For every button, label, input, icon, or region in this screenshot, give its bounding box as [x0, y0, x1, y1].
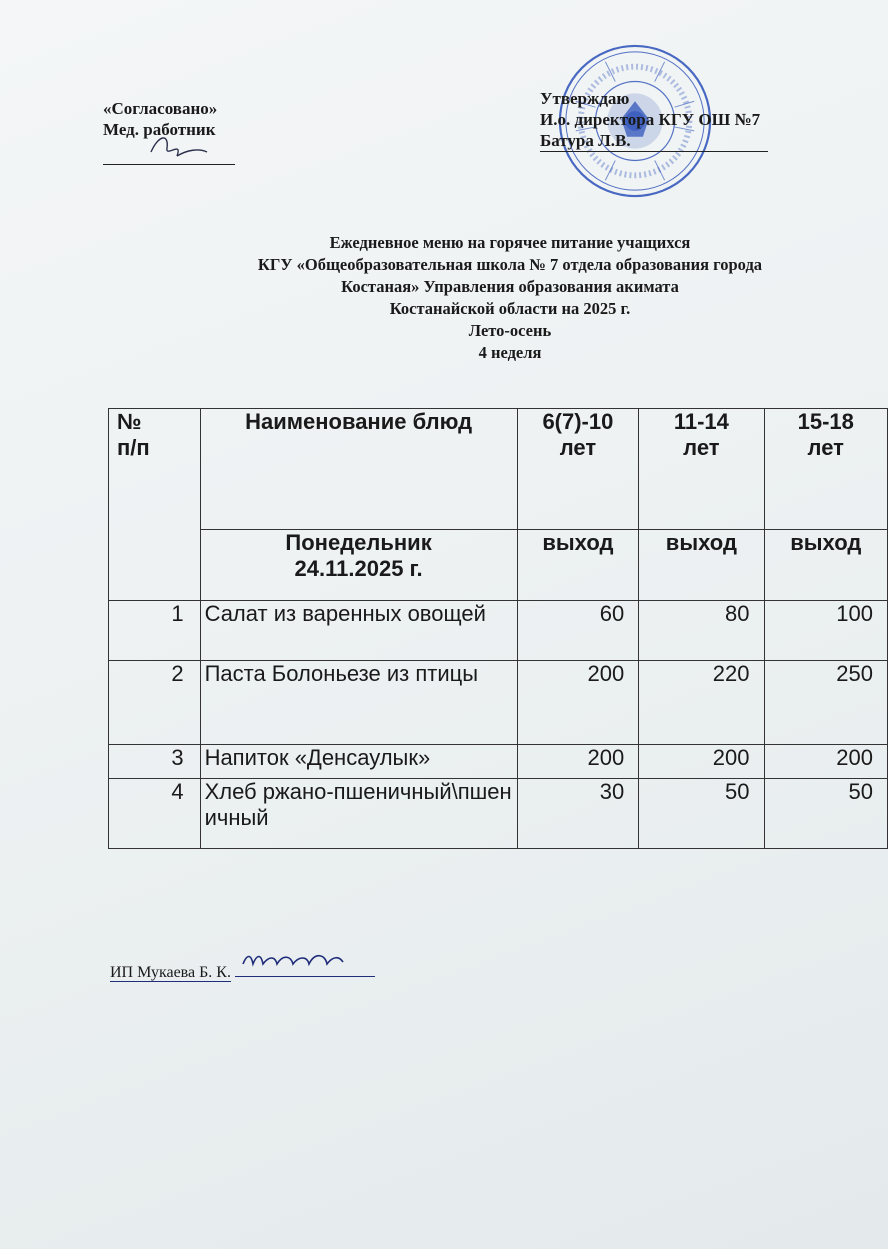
row-dish: Напиток «Денсаулык»: [200, 745, 517, 779]
subheader-day-label: Понедельник: [285, 530, 432, 555]
row-value-age3: 200: [764, 745, 887, 779]
table-row: [109, 601, 888, 661]
supplier-signature: [110, 962, 375, 982]
approval-left-line2: Мед. работник: [103, 120, 216, 139]
supplier-label: ИП Мукаева Б. К.: [110, 964, 231, 981]
header-age1: [517, 409, 639, 530]
header-age3: [764, 409, 887, 530]
table-header-row: [109, 409, 888, 530]
subheader-day: [200, 530, 517, 601]
row-value-age3: 250: [764, 661, 887, 745]
header-age3-line2: лет: [807, 435, 844, 460]
header-num-line2: п/п: [117, 435, 150, 460]
approval-right-line3: Батура Л.В.: [540, 131, 631, 150]
header-age2-line1: 11-14: [673, 409, 729, 434]
row-value-age1: 200: [517, 661, 639, 745]
header-dish-name: Наименование блюд: [200, 409, 517, 530]
row-value-age3: 100: [764, 601, 887, 661]
header-age2: [639, 409, 764, 530]
row-dish: Салат из варенных овощей: [200, 601, 517, 661]
title-line1: Ежедневное меню на горячее питание учащихся: [329, 233, 691, 252]
row-num: 2: [109, 661, 201, 745]
title-line5: Лето-осень: [468, 321, 552, 340]
approval-right-line2: И.о. директора КГУ ОШ №7: [540, 110, 761, 129]
header-age3-line1: 15-18: [797, 409, 854, 434]
row-num: 4: [109, 779, 201, 849]
header-age2-line2: лет: [683, 435, 720, 460]
header-age1-line1: 6(7)-10: [542, 409, 614, 434]
table-subheader-row: [109, 530, 888, 601]
med-signature-mark: [147, 130, 227, 164]
row-value-age2: 220: [639, 661, 764, 745]
subheader-out1: выход: [517, 530, 639, 601]
row-value-age2: 200: [639, 745, 764, 779]
title-line2: КГУ «Общеобразовательная школа № 7 отдела образования города: [257, 255, 763, 274]
row-value-age2: 80: [639, 601, 764, 661]
approval-right-line3-wrap: [540, 130, 768, 152]
row-num: 3: [109, 745, 201, 779]
title-line6: 4 неделя: [478, 343, 542, 362]
header-num: [109, 409, 201, 601]
approval-left: [103, 98, 235, 165]
row-dish: Хлеб ржано-пшеничный\пшеничный: [200, 779, 517, 849]
header-age1-line2: лет: [559, 435, 597, 460]
subheader-out2: выход: [639, 530, 764, 601]
page-title: [130, 232, 888, 364]
header-num-line1: №: [117, 409, 142, 434]
supplier-signature-mark: [235, 942, 375, 976]
row-value-age2: 50: [639, 779, 764, 849]
approval-left-line1: «Согласовано»: [103, 99, 218, 118]
signature-line: [235, 962, 375, 977]
table-row: [109, 779, 888, 849]
row-value-age1: 200: [517, 745, 639, 779]
row-value-age1: 60: [517, 601, 639, 661]
row-value-age1: 30: [517, 779, 639, 849]
subheader-out3: выход: [764, 530, 887, 601]
approval-right-line1: Утверждаю: [540, 89, 630, 108]
row-dish: Паста Болоньезе из птицы: [200, 661, 517, 745]
approval-left-signature: [103, 140, 235, 165]
approval-right: [540, 88, 768, 152]
subheader-date: 24.11.2025 г.: [294, 556, 423, 581]
menu-table: [108, 408, 888, 849]
table-row: [109, 661, 888, 745]
row-num: 1: [109, 601, 201, 661]
title-line3: Костаная» Управления образования акимата: [341, 277, 679, 296]
table-row: [109, 745, 888, 779]
title-line4: Костанайской области на 2025 г.: [389, 299, 631, 318]
row-value-age3: 50: [764, 779, 887, 849]
